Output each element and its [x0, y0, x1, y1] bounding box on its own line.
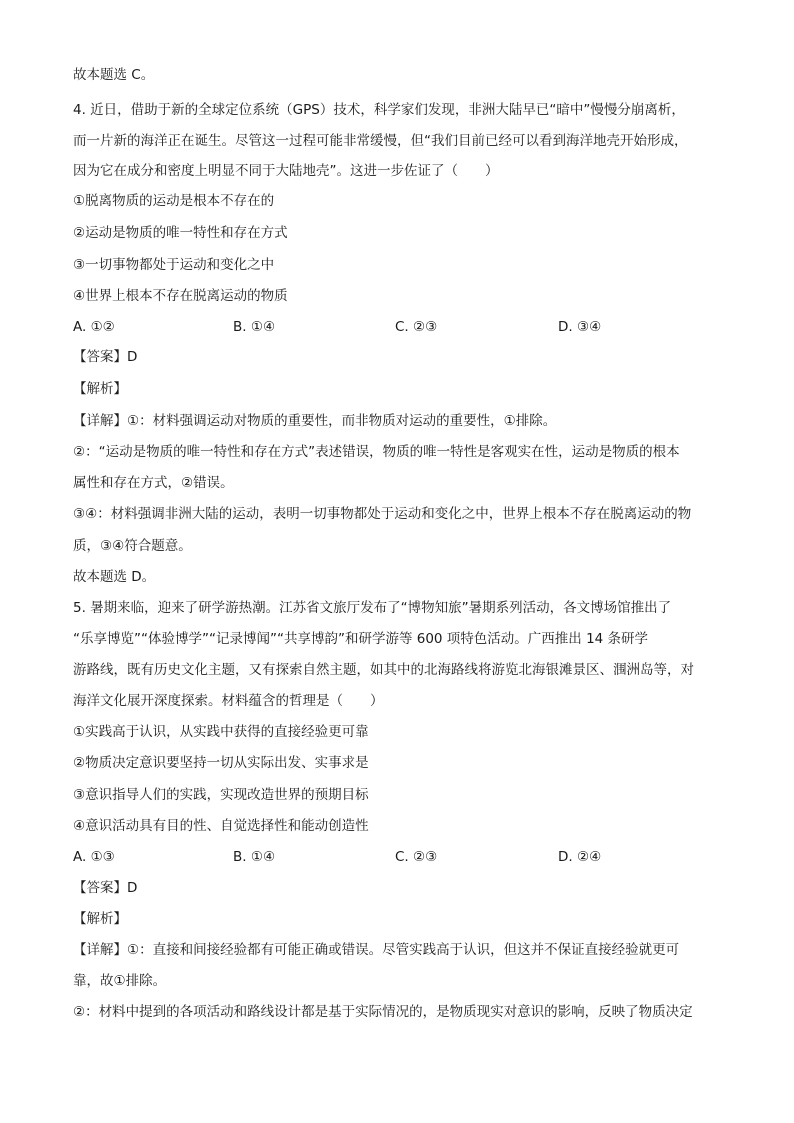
question-5-stem-line-3: 游路线，既有历史文化主题，又有探索自然主题，如其中的北海路线将游览北海银滩景区、涠洲岛等，对	[73, 662, 694, 678]
question-4-detail-2a: ②：“运动是物质的唯一特性和存在方式”表述错误，物质的唯一特性是客观实在性，运动是物质的根本	[73, 444, 680, 460]
question-5-answer: 【答案】D	[73, 880, 138, 896]
question-5-statement-2: ②物质决定意识要坚持一切从实际出发、实事求是	[73, 755, 369, 771]
question-4-statement-1: ①脱离物质的运动是根本不存在的	[73, 193, 275, 209]
question-5-statement-3: ③意识指导人们的实践，实现改造世界的预期目标	[73, 787, 369, 803]
option-d: D. ②④	[558, 849, 602, 865]
question-4-detail-3a: ③④：材料强调非洲大陆的运动，表明一切事物都处于运动和变化之中，世界上根本不存在脱离运动的物	[73, 506, 692, 522]
option-a: A. ①③	[73, 849, 115, 865]
question-5-stem-line-1: 5. 暑期来临，迎来了研学游热潮。江苏省文旅厅发布了“博物知旅”暑期系列活动，各文博场馆推出了	[73, 600, 672, 616]
question-5-stem-line-2: “乐享博览”“体验博学”“记录博闻”“共享博韵”和研学游等 600 项特色活动。广西推出 14 条研学	[73, 631, 649, 647]
option-c: C. ②③	[395, 849, 438, 865]
question-4-statement-4: ④世界上根本不存在脱离运动的物质	[73, 288, 288, 304]
question-5-stem-line-4: 海洋文化展开深度探索。材料蕴含的哲理是（ ）	[73, 693, 384, 709]
question-4-analysis-heading: 【解析】	[73, 381, 127, 397]
question-4-statement-2: ②运动是物质的唯一特性和存在方式	[73, 225, 288, 241]
question-4-detail-2b: 属性和存在方式，②错误。	[73, 475, 234, 491]
answer-conclusion-q3: 故本题选 C。	[73, 67, 155, 83]
question-4-stem-line-1: 4. 近日，借助于新的全球定位系统（GPS）技术，科学家们发现，非洲大陆早已“暗中”慢慢分崩离析，	[73, 102, 685, 118]
question-5-detail-1a: 【详解】①：直接和间接经验都有可能正确或错误。尽管实践高于认识，但这并不保证直接经验就更可	[73, 942, 680, 958]
question-4-answer: 【答案】D	[73, 349, 138, 365]
question-4-stem-line-2: 而一片新的海洋正在诞生。尽管这一过程可能非常缓慢，但“我们目前已经可以看到海洋地壳开始形成，	[73, 133, 688, 149]
question-5-detail-2: ②：材料中提到的各项活动和路线设计都是基于实际情况的，是物质现实对意识的影响，反映了物质决定	[73, 1004, 693, 1020]
question-4-conclusion: 故本题选 D。	[73, 569, 156, 585]
option-c: C. ②③	[395, 319, 438, 335]
question-5-statement-1: ①实践高于认识，从实践中获得的直接经验更可靠	[73, 724, 369, 740]
question-4-detail-3b: 质，③④符合题意。	[73, 538, 192, 554]
option-d: D. ③④	[558, 319, 602, 335]
question-4-detail-1: 【详解】①：材料强调运动对物质的重要性，而非物质对运动的重要性，①排除。	[73, 413, 557, 429]
option-a: A. ①②	[73, 319, 115, 335]
question-4-stem-line-3: 因为它在成分和密度上明显不同于大陆地壳”。这进一步佐证了（ ）	[73, 163, 499, 179]
option-b: B. ①④	[233, 319, 276, 335]
option-b: B. ①④	[233, 849, 276, 865]
question-4-statement-3: ③一切事物都处于运动和变化之中	[73, 257, 275, 273]
question-5-analysis-heading: 【解析】	[73, 911, 127, 927]
question-5-detail-1b: 靠，故①排除。	[73, 973, 167, 989]
question-5-statement-4: ④意识活动具有目的性、自觉选择性和能动创造性	[73, 818, 369, 834]
